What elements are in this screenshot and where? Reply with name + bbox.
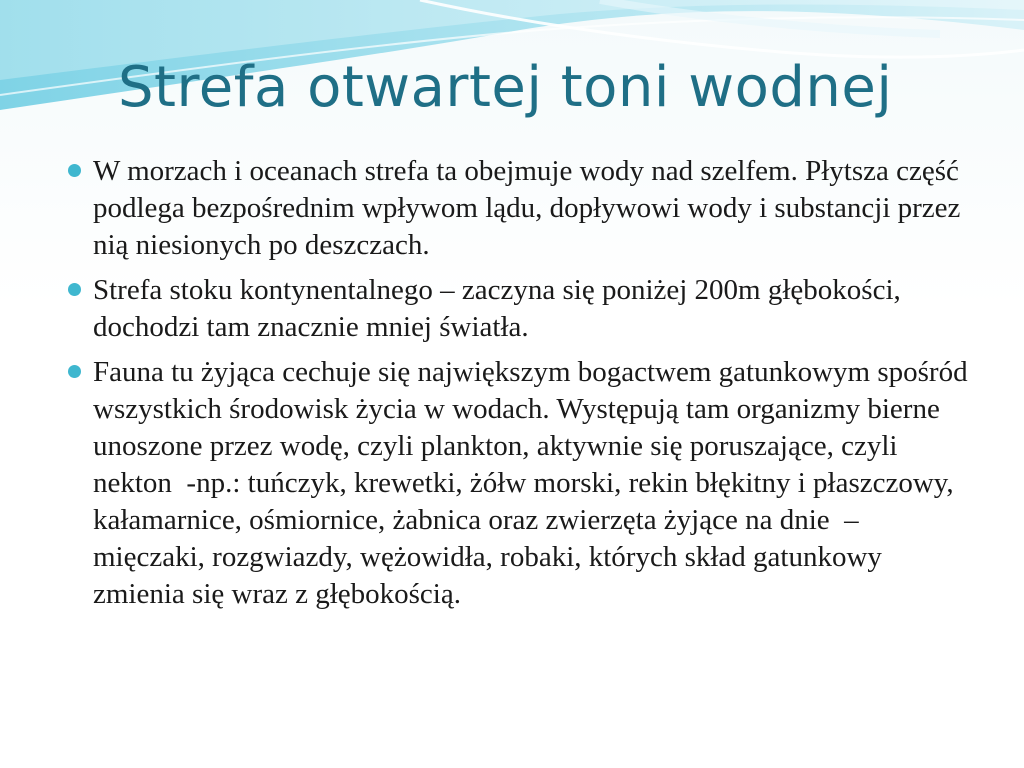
slide-title: Strefa otwartej toni wodnej — [118, 55, 893, 120]
bullet-dot-icon — [68, 164, 81, 177]
bullet-dot-icon — [68, 283, 81, 296]
bullet-dot-icon — [68, 365, 81, 378]
bullet-item — [68, 153, 968, 264]
bullet-text: Strefa stoku kontynentalnego – zaczyna się poniżej 200m głębokości, dochodzi tam znacznie mniej światła. — [93, 274, 909, 343]
bullet-item — [68, 272, 968, 346]
bullet-list — [68, 153, 975, 621]
bullet-text: W morzach i oceanach strefa ta obejmuje wody nad szelfem. Płytsza część podlega bezpośrednim wpływom lądu, dopływowi wody i substancji przez nią niesionych po deszczach. — [93, 155, 968, 261]
bullet-item — [68, 354, 975, 613]
bullet-text: Fauna tu żyjąca cechuje się największym bogactwem gatunkowym spośród wszystkich środowisk życia w wodach. Występują tam organizmy bierne unoszone przez wodę, czyli plankton, aktywnie się poruszające, czyli nekton -np.: tuńczyk, krewetki, żółw morski, rekin błękitny i płaszczowy, kałamarnice, ośmiornice, żabnica oraz zwierzęta żyjące na dnie – mięczaki, rozgwiazdy, wężowidła, robaki, których skład gatunkowy zmienia się wraz z głębokością. — [93, 356, 975, 610]
